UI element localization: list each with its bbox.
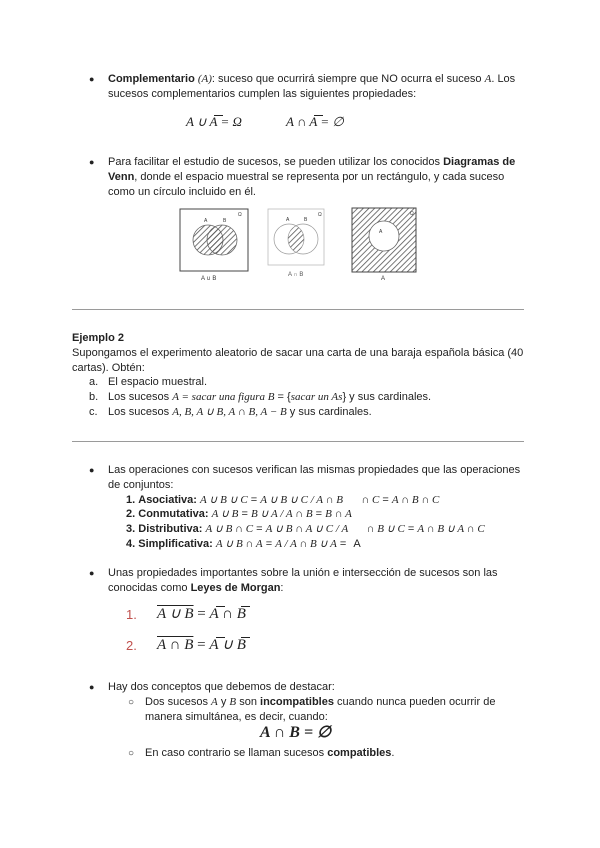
prop-sep: =	[262, 538, 276, 550]
morgan-text: conocidas como	[108, 582, 188, 594]
circle-bullet: ○	[128, 697, 135, 708]
example-title	[72, 331, 124, 346]
prop-sep: =	[336, 538, 350, 550]
prop-sep: =	[238, 508, 251, 520]
example-title-text: Ejemplo 2	[72, 332, 124, 344]
venn-caption-intersection: A ∩ B	[288, 272, 304, 278]
prop-sep: =	[379, 494, 392, 506]
prop-expr: A ∪ B ∪ C	[200, 494, 248, 506]
ops-line-1: Las operaciones con sucesos verifican las mismas propiedades que las operaciones	[108, 464, 521, 476]
venn-caption-union: A ∪ B	[201, 276, 217, 282]
concepts-sub-1	[145, 695, 495, 710]
morgan-lhs: A ∩ B	[157, 637, 194, 653]
complement-line-1	[108, 72, 515, 87]
prop-expr: A ∩ B	[316, 494, 343, 506]
venn-text: Para facilitar el estudio de sucesos, se pueden utilizar los conocidos	[108, 156, 441, 168]
example-item-a-text: El espacio muestral.	[108, 376, 208, 388]
venn-label-a: A	[204, 218, 208, 224]
morgan-line-2	[108, 581, 283, 596]
prop-num: 1.	[126, 494, 136, 506]
overline-mark	[216, 606, 225, 607]
prop-gap	[343, 494, 361, 506]
overline-mark	[241, 606, 250, 607]
example-item-b-text	[108, 390, 431, 405]
prop-sep: =	[247, 494, 261, 506]
eq-left-text: A ∪ A = Ω	[186, 114, 242, 129]
prop-num: 2.	[126, 508, 136, 520]
bullet-dot: ●	[89, 74, 95, 84]
complement-text: : suceso que ocurrirá siempre que NO ocurra el suceso	[211, 73, 482, 85]
venn-bold-2: Venn	[108, 171, 135, 183]
prop-expr: B ∪ A	[250, 508, 278, 520]
prop-sep: =	[312, 508, 326, 520]
prop-num: 4.	[126, 538, 136, 550]
example-item-b	[89, 390, 98, 405]
bullet-dot: ●	[89, 157, 95, 167]
morgan-lhs: A ∪ B	[157, 606, 194, 622]
venn-label-b: B	[304, 217, 308, 223]
prop-sep: /	[307, 494, 317, 506]
prop-gap	[348, 523, 366, 535]
morgan-bold: Leyes de Morgan	[190, 582, 281, 594]
prop-expr: A ∩ B ∪ A	[290, 538, 337, 550]
item-text: Los sucesos	[108, 406, 170, 418]
venn-label-omega: Ω	[238, 212, 242, 218]
complement-line-2: sucesos complementarios cumplen las siguientes propiedades:	[108, 88, 417, 100]
concepts-math: B	[229, 696, 237, 708]
morgan-law-2	[157, 635, 246, 654]
concepts-bold: compatibles	[327, 747, 392, 759]
prop-expr: A	[353, 538, 361, 550]
venn-label-a: A	[379, 229, 383, 235]
complement-text-end: . Los	[491, 73, 516, 85]
morgan-rhs: A ∪ B	[209, 637, 246, 653]
concepts-math: A	[211, 696, 218, 708]
divider	[72, 441, 524, 442]
morgan-law-1	[157, 604, 246, 623]
concepts-text: cuando nunca pueden ocurrir de	[337, 696, 496, 708]
prop-expr: A ∩ B ∩ C	[391, 494, 440, 506]
prop-expr: A ∪ B	[211, 508, 239, 520]
venn-line-3: como un círculo incluido en él.	[108, 186, 256, 198]
venn-text-2: , donde el espacio muestral se representa por un rectángulo, y cada suceso	[134, 171, 505, 183]
venn-union-figure	[180, 209, 248, 282]
list-marker: a.	[89, 376, 99, 388]
formula-text: A ∩ B = ∅	[260, 724, 332, 741]
prop-expr: A ∪ B ∩ C	[205, 523, 254, 535]
item-math: A, B, A ∪ B, A ∩ B, A − B	[172, 406, 287, 418]
prop-name: Conmutativa:	[138, 508, 209, 520]
venn-line-2	[108, 170, 504, 185]
overline-mark	[216, 637, 225, 638]
eq-right-text: A ∩ A = ∅	[286, 114, 344, 129]
ops-line-2: de conjuntos:	[108, 479, 174, 491]
ops-prop-4	[126, 537, 361, 552]
complement-symbol: (A)	[197, 73, 212, 85]
prop-name: Distributiva:	[138, 523, 203, 535]
complement-sym2: A	[484, 73, 492, 85]
prop-expr: A ∩ B ∪ A ∩ C	[417, 523, 485, 535]
venn-complement-figure	[352, 208, 416, 282]
prop-sep: =	[404, 523, 418, 535]
prop-expr: ∩ B ∪ C	[366, 523, 405, 535]
example-item-c-text	[108, 405, 372, 420]
prop-name: Simplificativa:	[138, 538, 213, 550]
example-line-1: Supongamos el experimento aleatorio de sacar una carta de una baraja española básica (40	[72, 347, 524, 359]
list-marker: b.	[89, 391, 99, 403]
item-text: = {	[277, 391, 291, 403]
prop-expr: A ∪ B ∩ A	[215, 538, 263, 550]
bullet-dot: ●	[89, 465, 95, 475]
venn-label-b: B	[223, 218, 227, 224]
list-marker: c.	[89, 406, 98, 418]
ops-prop-1	[126, 493, 439, 508]
prop-expr: B ∩ A	[325, 508, 352, 520]
morgan-eq-sign: =	[193, 637, 210, 653]
prop-sep: /	[277, 508, 286, 520]
concepts-intro: Hay dos conceptos que debemos de destacar:	[108, 681, 335, 693]
prop-sep: =	[253, 523, 266, 535]
bullet-dot: ●	[89, 568, 95, 578]
venn-caption-complement: A	[381, 276, 386, 282]
example-item-a	[89, 375, 98, 390]
venn-intersection-figure	[268, 209, 324, 278]
example-item-c	[89, 405, 98, 420]
venn-label-omega: Ω	[410, 211, 414, 217]
overline-mark	[314, 115, 323, 116]
concepts-bold: incompatibles	[260, 696, 334, 708]
concepts-text: y	[220, 696, 227, 708]
prop-expr: A ∪ B ∩ A ∪ C	[265, 523, 334, 535]
concepts-text: En caso contrario se llaman sucesos	[145, 747, 325, 759]
item-text: } y sus cardinales.	[342, 391, 432, 403]
morgan-rhs: A ∩ B	[209, 606, 246, 622]
bullet-dot: ●	[89, 682, 95, 692]
item-text: Los sucesos	[108, 391, 170, 403]
prop-expr: A	[341, 523, 349, 535]
ops-prop-3	[126, 522, 485, 537]
morgan-law-1-num: 1.	[126, 607, 137, 622]
prop-sep: /	[333, 523, 342, 535]
complement-term: Complementario	[108, 73, 195, 85]
venn-bold: Diagramas de	[443, 156, 516, 168]
prop-sep: /	[281, 538, 291, 550]
concepts-sub-2	[145, 746, 394, 761]
concepts-text: .	[391, 747, 395, 759]
prop-expr: A ∩ B	[285, 508, 313, 520]
concepts-formula	[260, 722, 331, 742]
divider	[72, 309, 524, 310]
overline-mark	[241, 637, 250, 638]
concepts-sub-1-line-2: manera simultánea, es decir, cuando:	[145, 711, 328, 723]
item-math: A = sacar una figura B	[172, 391, 275, 403]
concepts-text: son	[239, 696, 257, 708]
venn-line-1	[108, 155, 515, 170]
circle-bullet: ○	[128, 748, 135, 759]
morgan-eq-sign: =	[193, 606, 210, 622]
morgan-text: :	[280, 582, 284, 594]
complement-eq-right	[286, 114, 344, 130]
item-text: y sus cardinales.	[289, 406, 372, 418]
prop-num: 3.	[126, 523, 136, 535]
venn-diagrams	[170, 203, 430, 283]
prop-expr: ∩ C	[361, 494, 380, 506]
prop-expr: A	[275, 538, 282, 550]
venn-label-a: A	[286, 217, 290, 223]
concepts-text: Dos sucesos	[145, 696, 208, 708]
morgan-law-2-num: 2.	[126, 638, 137, 653]
ops-prop-2	[126, 507, 352, 522]
complement-eq-left	[186, 114, 242, 130]
morgan-line-1: Unas propiedades importantes sobre la unión e intersección de sucesos son las	[108, 567, 498, 579]
example-line-2: cartas). Obtén:	[72, 362, 145, 374]
venn-label-omega: Ω	[318, 212, 322, 218]
overline-mark	[214, 115, 223, 116]
prop-name: Asociativa:	[138, 494, 197, 506]
item-math: sacar un As	[290, 391, 343, 403]
prop-expr: A ∪ B ∪ C	[260, 494, 308, 506]
